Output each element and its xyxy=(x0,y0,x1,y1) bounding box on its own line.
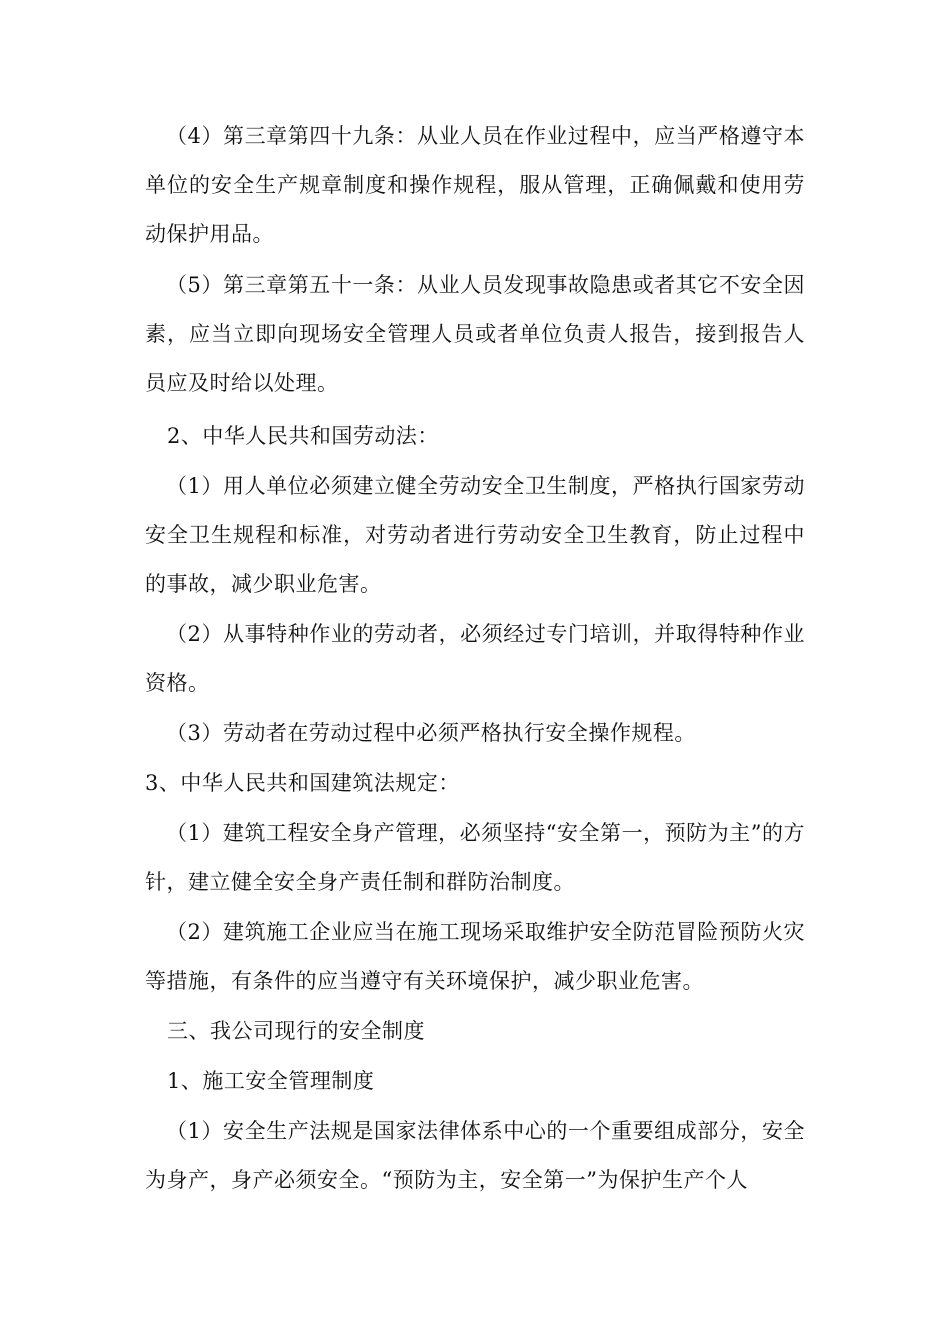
paragraph-labor-law-3: （3）劳动者在劳动过程中必须严格执行安全操作规程。 xyxy=(166,721,696,745)
paragraph-article-49: （4）第三章第四十九条：从业人员在作业过程中，应当严格遵守本单位的安全生产规章制度和操作规程，服从管理，正确佩戴和使用劳动保护用品。 xyxy=(145,124,805,246)
paragraph-safety-regulations: （1）安全生产法规是国家法律体系中心的一个重要组成部分，安全为身产，身产必须安全。“预防为主，安全第一”为保护生产个人 xyxy=(145,1119,805,1192)
paragraph-construction-law-2: （2）建筑施工企业应当在施工现场采取维护安全防范冒险预防火灾等措施，有条件的应当遵守有关环境保护，减少职业危害。 xyxy=(145,920,805,993)
heading-construction-safety-management: 1、施工安全管理制度 xyxy=(167,1069,375,1093)
paragraph-construction-law-1: （1）建筑工程安全身产管理，必须坚持“安全第一，预防为主”的方针，建立健全安全身产责任制和群防治制度。 xyxy=(145,821,805,894)
paragraph-labor-law-2: （2）从事特种作业的劳动者，必须经过专门培训，并取得特种作业资格。 xyxy=(145,622,805,695)
heading-construction-law: 3、中华人民共和国建筑法规定： xyxy=(145,771,460,795)
paragraph-labor-law-1: （1）用人单位必须建立健全劳动安全卫生制度，严格执行国家劳动安全卫生规程和标准，对劳动者进行劳动安全卫生教育，防止过程中的事故，减少职业危害。 xyxy=(145,474,805,596)
paragraph-article-51: （5）第三章第五十一条：从业人员发现事故隐患或者其它不安全因素，应当立即向现场安全管理人员或者单位负责人报告，接到报告人员应及时给以处理。 xyxy=(145,273,805,395)
heading-company-safety-system: 三、我公司现行的安全制度 xyxy=(167,1019,425,1043)
heading-labor-law: 2、中华人民共和国劳动法： xyxy=(167,424,439,448)
